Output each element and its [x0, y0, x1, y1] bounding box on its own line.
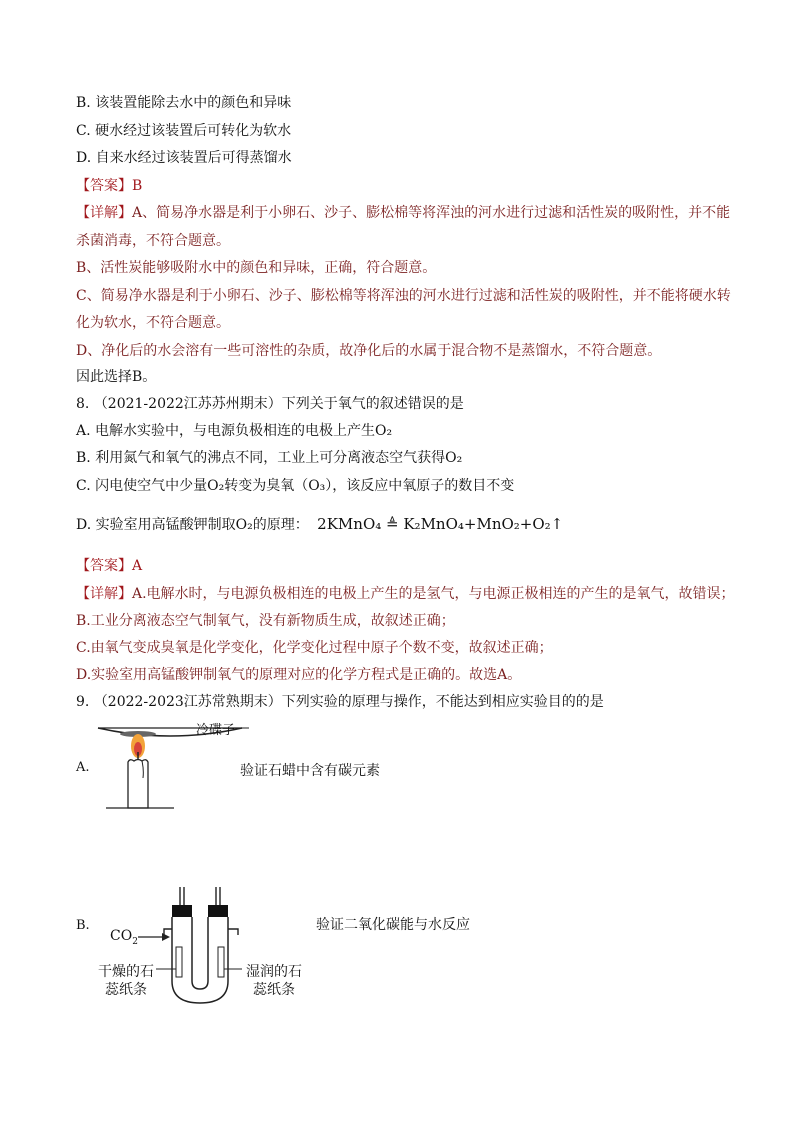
q8-detail-d: D.实验室用高锰酸钾制氧气的原理对应的化学方程式是正确的。故选A。: [76, 667, 522, 683]
q7-detail-label: 【详解】: [76, 205, 132, 221]
dry-litmus-strip: [176, 947, 182, 977]
q8-option-d-equation: 2KMnO₄ ≜ K₂MnO₄+MnO₂+O₂↑: [317, 515, 564, 533]
q7-detail-b: B、活性炭能够吸附水中的颜色和异味，正确，符合题意。: [76, 260, 437, 276]
q7-option-b: B. 该装置能除去水中的颜色和异味: [76, 95, 292, 111]
wet-litmus-label: [246, 963, 302, 999]
q8-answer: 【答案】A: [76, 558, 143, 574]
co2-label-text: CO: [110, 928, 133, 944]
q7-detail-d: D、净化后的水会溶有一些可溶性的杂质，故净化后的水属于混合物不是蒸馏水，不符合题意。: [76, 343, 662, 359]
q8-option-d: [76, 514, 563, 535]
dry-litmus-label: [98, 963, 154, 999]
wet-litmus-strip: [218, 947, 224, 977]
co2-label-subscript: 2: [132, 936, 138, 947]
q8-detail-a-line: [76, 584, 735, 604]
q9-option-b-caption: 验证二氧化碳能与水反应: [316, 917, 470, 933]
co2-arrow-head: [162, 933, 170, 941]
q8-detail-label: 【详解】: [76, 586, 132, 602]
wet-litmus-label-line1: 湿润的石: [246, 964, 302, 980]
q8-option-c: C. 闪电使空气中少量O₂转变为臭氧（O₃），该反应中氧原子的数目不变: [76, 478, 515, 494]
q8-stem: 8. （2021-2022江苏苏州期末）下列关于氧气的叙述错误的是: [76, 396, 464, 412]
cold-plate-label: 冷碟子: [196, 723, 236, 738]
left-stopper: [172, 905, 192, 917]
q8-detail-a-text: A.电解水时，与电源负极相连的电极上产生的是氢气，与电源正极相连的产生的是氧气，故错误；: [132, 586, 735, 602]
q9-option-a-caption: 验证石蜡中含有碳元素: [240, 763, 380, 779]
q9-option-a-label: A.: [76, 760, 90, 775]
q7-option-d: D. 自来水经过该装置后可得蒸馏水: [76, 150, 292, 166]
q8-option-b: B. 利用氮气和氧气的沸点不同，工业上可分离液态空气获得O₂: [76, 450, 463, 466]
dry-litmus-label-line2: 蕊纸条: [105, 982, 147, 998]
right-stopper: [208, 905, 228, 917]
q8-option-a: A. 电解水实验中，与电源负极相连的电极上产生O₂: [76, 423, 393, 439]
q9-option-b-label: B.: [76, 918, 90, 933]
q8-option-d-text: D. 实验室用高锰酸钾制取O₂的原理：: [76, 517, 309, 533]
dry-litmus-label-line1: 干燥的石: [98, 964, 154, 980]
q7-conclusion: 因此选择B。: [76, 369, 157, 385]
candle-body: [128, 760, 148, 809]
q7-detail-a-line1: [76, 203, 730, 223]
q7-option-c: C. 硬水经过该装置后可转化为软水: [76, 123, 292, 139]
right-side-arm: [228, 929, 238, 935]
q7-detail-c-line1: C、简易净水器是利于小卵石、沙子、膨松棉等将浑浊的河水进行过滤和活性炭的吸附性，并不能将硬水转: [76, 288, 731, 304]
q7-detail-a-text1: A、简易净水器是利于小卵石、沙子、膨松棉等将浑浊的河水进行过滤和活性炭的吸附性，并不能: [132, 205, 731, 221]
co2-label: [110, 928, 138, 947]
q7-answer: 【答案】B: [76, 178, 143, 194]
q9-stem: 9. （2022-2023江苏常熟期末）下列实验的原理与操作，不能达到相应实验目的的是: [76, 694, 604, 710]
wet-litmus-label-line2: 蕊纸条: [253, 982, 295, 998]
q8-detail-c: C.由氧气变成臭氧是化学变化，化学变化过程中原子个数不变，故叙述正确；: [76, 640, 553, 656]
q7-detail-c-line2: 化为软水，不符合题意。: [76, 315, 230, 331]
u-tube-inner: [192, 917, 208, 989]
q7-detail-a-line2: 杀菌消毒，不符合题意。: [76, 233, 230, 249]
left-side-arm: [164, 929, 172, 935]
q8-detail-b: B.工业分离液态空气制氧气，没有新物质生成，故叙述正确；: [76, 613, 455, 629]
